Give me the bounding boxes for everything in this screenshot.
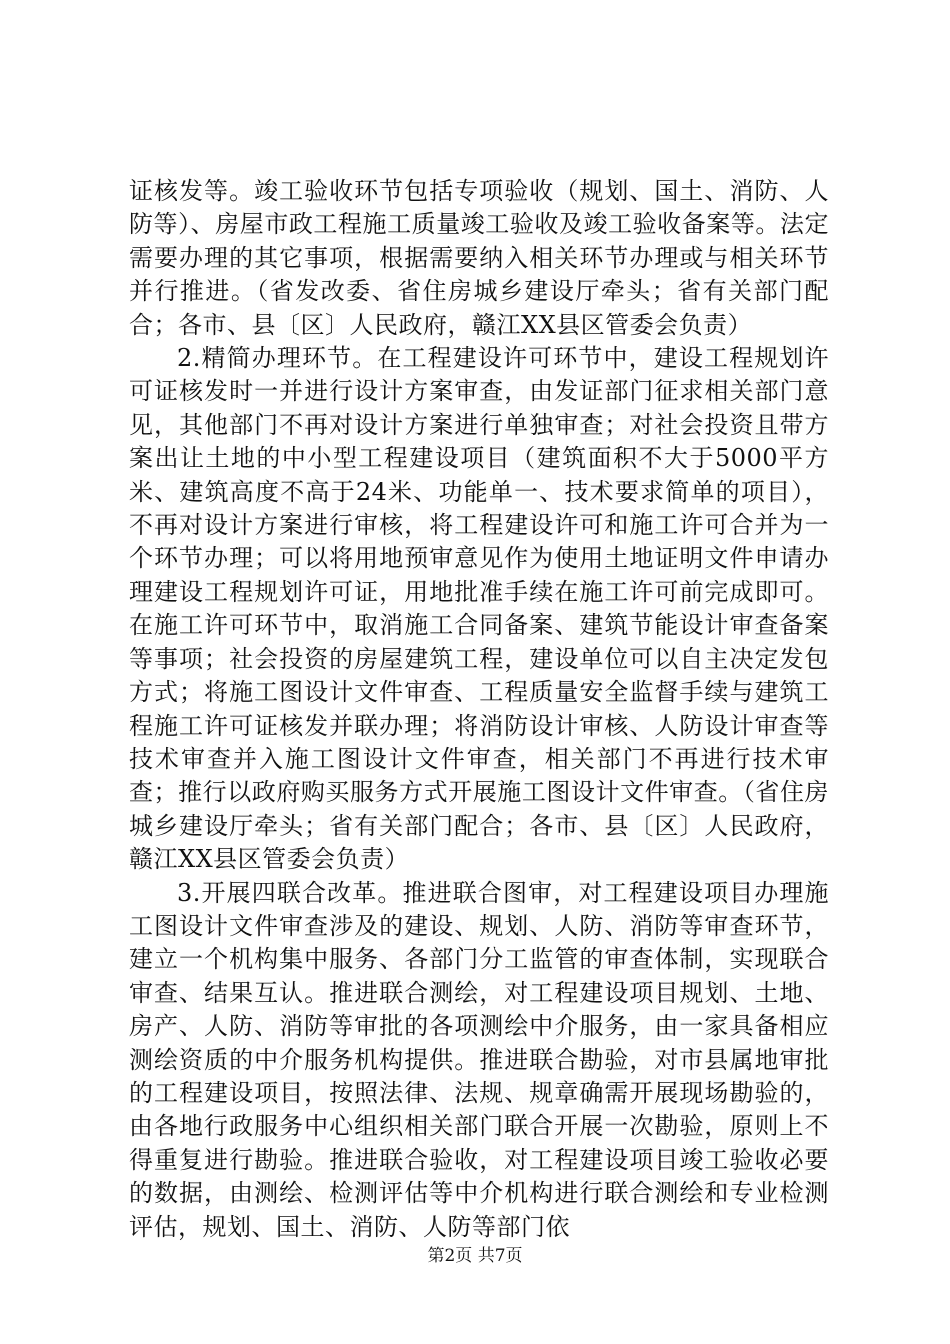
paragraph-continuation: 证核发等。竣工验收环节包括专项验收（规划、国土、消防、人防等）、房屋市政工程施工质量竣工验收及竣工验收备案等。法定需要办理的其它事项，根据需要纳入相关环节办理或与相关环节并行推进。（省发改委、省住房城乡建设厅牵头；省有关部门配合；各市、县〔区〕人民政府，赣江XX县区管委会负责） <box>129 177 829 339</box>
paragraph-item-2: 2.精简办理环节。在工程建设许可环节中，建设工程规划许可证核发时一并进行设计方案审查，由发证部门征求相关部门意见，其他部门不再对设计方案进行单独审查；对社会投资且带方案出让土地的中小型工程建设项目（建筑面积不大于5000平方米、建筑高度不高于24米、功能单一、技术要求简单的项目），不再对设计方案进行审核，将工程建设许可和施工许可合并为一个环节办理；可以将用地预审意见作为使用土地证明文件申请办理建设工程规划许可证，用地批准手续在施工许可前完成即可。在施工许可环节中，取消施工合同备案、建筑节能设计审查备案等事项；社会投资的房屋建筑工程，建设单位可以自主决定发包方式；将施工图设计文件审查、工程质量安全监督手续与建筑工程施工许可证核发并联办理；将消防设计审核、人防设计审查等技术审查并入施工图设计文件审查，相关部门不再进行技术审查；推行以政府购买服务方式开展施工图设计文件审查。（省住房城乡建设厅牵头；省有关部门配合；各市、县〔区〕人民政府，赣江XX县区管委会负责） <box>129 344 829 874</box>
document-body <box>129 175 829 1244</box>
paragraph-item-3: 3.开展四联合改革。推进联合图审，对工程建设项目办理施工图设计文件审查涉及的建设、规划、人防、消防等审查环节，建立一个机构集中服务、各部门分工监管的审查体制，实现联合审查、结果互认。推进联合测绘，对工程建设项目规划、土地、房产、人防、消防等审批的各项测绘中介服务，由一家具备相应测绘资质的中介服务机构提供。推进联合勘验，对市县属地审批的工程建设项目，按照法律、法规、规章确需开展现场勘验的，由各地行政服务中心组织相关部门联合开展一次勘验，原则上不得重复进行勘验。推进联合验收，对工程建设项目竣工验收必要的数据，由测绘、检测评估等中介机构进行联合测绘和专业检测评估，规划、国土、消防、人防等部门依 <box>129 878 829 1241</box>
page-number-footer: 第2页 共7页 <box>427 1246 523 1266</box>
